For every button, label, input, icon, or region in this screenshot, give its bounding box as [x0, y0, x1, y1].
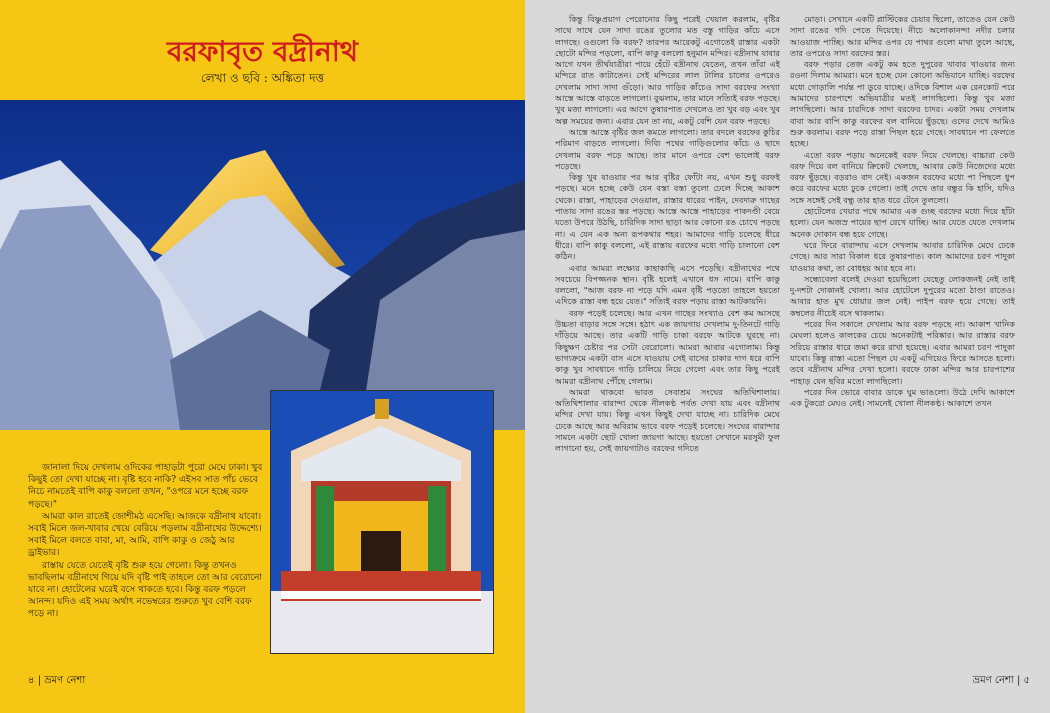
paragraph: পরের দিন সকালে দেখলাম আর বরফ পড়ছে না। আকাশ খানিক মেঘলা হলেও কালকের চেয়ে অনেকটাই পরিষ্কার। আর রাস্তার বরফ সরিয়ে রাস্তার ধারে জমা করে রাখা হয়েছে। এবার আমরা চরণ পাদুকা যাবো। কিন্তু রাস্তা এতো পিছল যে একটু এগিয়েও ফিরে আসতে হলো। তবে বদ্রীনাথ মন্দির দেখা হলো। বরফে ঢাকা মন্দির আর চারপাশের পাহাড় যেন ছবির মতো লাগছিলো। — [790, 319, 1015, 386]
paragraph: পরের দিন ভোরে বাবার ডাকে ঘুম ভাঙলো। উঠে দেখি আকাশে এক টুকরো মেঘও নেই। সামনেই খোলা নীলকণ্ঠ। আকাশে তখন — [790, 386, 1015, 409]
text-column-2 — [790, 14, 1015, 664]
paragraph: আমরা কাল রাতেই জোশীমঠ এসেছি। আজকে বদ্রীনাথ যাবো। সবাই মিলে জল-খাবার খেয়ে বেরিয়ে পড়লাম বদ্রীনাথের উদ্দেশ্যে। সবাই মিলে বলতে বাবা, মা, আমি, বাপি কাকু ও জেঠু আর ড্রাইভার। — [28, 511, 262, 559]
article-title: বরফাবৃত বদ্রীনাথ — [166, 35, 359, 68]
paragraph: হোটেলের খেয়ার পথে আমার এক গুচ্ছ বরফের মধ্যে দিয়ে হাঁটা হলো। যেন অজস্র পায়ের ছাপ রেখে যাচ্ছি। আর যেতে যেতে দেখলাম অনেক দোকান বন্ধ হয়ে গেছে। — [790, 206, 1015, 239]
paragraph: কিন্তু বিষ্ণুপ্রয়াগ পেরোনোর কিছু পরেই খেয়াল করলাম, বৃষ্টির সাথে সাথে যেন সাদা রঙের তুলোর মত বস্তু গাড়ির কাঁচে এসে লাগছে। ওগুলো কি বরফ? তারপর আরেকটু এগোতেই রাস্তার একটা ছোটো মন্দির পড়লো, বাপি কাকু বললো হনুমান মন্দির। বদ্রীনাথ যাবার আগে যখন তীর্থযাত্রীরা পায়ে হেঁটে বদ্রীনাথ যেতেন, তখন তাঁরা এই মন্দিরে রাত কাটাতেন। সেই মন্দিরের লাল টালির চালের ওপরেও দেখলাম সাদা সাদা গুঁড়ো। আর গাড়ির কাঁচেও সাদা বরফের সংখ্যা আস্তে আস্তে বাড়তে লাগলো। বুঝলাম, তার মানে সত্যিই বরফ পড়ছে। খুব মজা লাগলো। এর আগে তুষারপাত দেখলেও তা খুব বড় এবং খুব অল্প সময়ের জন্য। এবার যেন তা নয়, একটু বেশি যেন বরফ পড়ছে। — [555, 14, 780, 126]
magazine-name: ভ্রমণ নেশা — [44, 675, 86, 686]
right-page-footer — [973, 673, 1030, 690]
temple-photo — [270, 390, 494, 654]
magazine-name: ভ্রমণ নেশা — [972, 675, 1014, 686]
left-body-text — [28, 462, 263, 621]
paragraph: কিন্তু খুব যাওয়ার পর আর বৃষ্টির ফোঁটা নয়, এখন শুধু বরফই পড়ছে। মনে হচ্ছে কেউ যেন বস্তা বস্তা তুলো ঢেলে দিচ্ছে আকাশ থেকে। রাস্তা, পাহাড়ের দেওয়াল, রাস্তার ধারের পাইন, দেবদারু গাছের পাতায় সাদা রঙের স্তর পড়ছে। আস্তে আস্তে পাহাড়ের পাকদণ্ডী বেয়ে যতো উপরে উঠছি, চারিদিক সাদা ছাড়া আর কোনো রঙ চোখে পড়ছে না। এ যেন এক অন্য রূপকথার শহর। আমাদের গাড়ি চলেছে ধীরে ধীরে। বাপি কাকু বললো, এই রাস্তায় বরফের মধ্যে গাড়ি চালানো বেশ কঠিন। — [555, 172, 780, 262]
page-number: ৪ — [28, 675, 35, 686]
right-page — [525, 0, 1050, 713]
paragraph: বরফ পড়ার তেজ একটু কম হতে দুপুরের খাবার খাওয়ার জন্য রওনা দিলাম আমরা। মনে হচ্ছে যেন কোনো অভিযানে যাচ্ছি। বরফের মধ্যে গোড়ালি পর্যন্ত পা ডুবে যাচ্ছে। ওদিকে বিশাল এক রেনকোট পরে আমাদের চারপাশে অভিযাত্রীর মতই লাগছিলো। কিন্তু খুব মজা লাগছিলো। আর চারদিকে সাদা বরফের চাদর। একটা সময় দেখলাম বাবা আর বাপি কাকু বরফের বল বানিয়ে ছুঁড়ছে। ওদের দেখে আমিও শুরু করলাম। বরফ পড়ে রাস্তা পিছল হয়ে গেছে। সাবধানে পা ফেলতে হচ্ছে। — [790, 59, 1015, 149]
paragraph: ঘরে ফিরে বারান্দায় এসে দেখলাম আবার চারিদিক মেঘে ঢেকে গেছে। আর সারা বিকাল ধরে তুষারপাত। কাল আমাদের চরণ পাদুকা যাওয়ার কথা, তা বোধহয় আর হবে না। — [790, 239, 1015, 273]
paragraph: রাস্তায় যেতে যেতেই বৃষ্টি শুরু হয়ে গেলো। কিন্তু তখনও ভাবছিলাম বদ্রীনাথে গিয়ে যদি বৃষ্টি পাই তাহলে তো আর বেরোনো যাবে না। হোটেলের ঘরেই বসে থাকতে হবে। কিন্তু বরফ পড়লে আনন্দ। যদিও এই সময় অর্থাৎ নভেম্বরের শুরুতে খুব বেশি বরফ পড়ে না। — [28, 560, 262, 620]
paragraph: জানালা দিয়ে দেখলাম ওদিকের পাহাড়টা পুরো মেঘে ঢাকা। খুব কিছুই তো দেখা যাচ্ছে না। বৃষ্টি হবে নাকি? এইসব সাত পাঁচ ভেবে নিচে নামতেই বাপি কাকু বললো তখন, "ওপরে মনে হচ্ছে বরফ পড়ছে।" — [28, 463, 263, 510]
left-page-footer — [28, 673, 85, 690]
paragraph: এবার আমরা লক্ষ্যের কাছাকাছি এসে পড়েছি। বদ্রীনাথের পথে সবচেয়ে বিপজ্জনক স্থান। বৃষ্টি হলেই এখানে ধস নামে। বাপি কাকু বললো, "আজ বরফ না পড়ে যদি এমন বৃষ্টি পড়তো তাহলে হয়তো এদিকে রাস্তা বন্ধ হয়ে যেত।" সত্যিই বরফ পড়ায় রাস্তা আটকায়নি। — [555, 262, 780, 307]
paragraph: আস্তে আস্তে বৃষ্টির জল কমতে লাগলো। তার বদলে বরফের কুচির পরিমাণ বাড়তে লাগলো। দিব্যি পথের গাড়িগুলোর কাঁচে ও ছাদে দেখলাম বরফ পড়ে আছে। তার মানে ওপরে বেশ ভালোই বরফ পড়েছে। — [555, 126, 780, 171]
mountain-photo — [0, 100, 525, 430]
page-number: ৫ — [1023, 675, 1030, 686]
paragraph: বরফ পড়েই চলেছে। আর এখন গাছের সংখ্যাও বেশ কম আসছে উচ্চতা বাড়ার সঙ্গে সঙ্গে। হঠাৎ এক জায়গায় দেখলাম দু-তিনটে গাড়ি দাঁড়িয়ে আছে। তার একটি গাড়ি চাকা বরফে আটকে ঘুরছে না। কিছুক্ষণ চেষ্টার পর সেটা বেরোলো। আমরা আবার এগোলাম। কিন্তু ভাগ্যক্রমে একটা বাস এসে যাওয়ায় সেই বাসের চাকার দাগ ধরে বাপি কাকু খুব সাবধানে গাড়ি চালিয়ে নিয়ে গেলো এবং তার কিছু পরেই আমরা বদ্রীনাথ পৌঁছে গেলাম। — [555, 307, 780, 386]
paragraph: সন্ধ্যেবেলা বলেই দেওয়া হয়েছিলো যেহেতু লোকজনই নেই তাই দু-দশটা দোকানই খোলা। আর হোটেলে দুপুরের মতো ঠাণ্ডা রাতেও। আবার হাত মুখ ধোয়ার জল নেই। পাইপ বরফ হয়ে গেছে। তাই কম্বলের নীচেই বসে থাকলাম। — [790, 273, 1015, 318]
text-column-1 — [555, 14, 780, 664]
separator: | — [37, 675, 42, 686]
paragraph: মোড়া। সেখানে একটি প্লাস্টিকের চেয়ার ছিলো, তাতেও যেন কেউ সাদা রঙের গদি পেতে দিয়েছে। নীচে অলোকানন্দা নদীর চলার আওয়াজ পাচ্ছি। আর মন্দির ওপর যে পাথর গুলো মাথা তুলে আছে, তার ওপরেও সাদা বরফের স্তর। — [790, 14, 1015, 58]
separator: | — [1016, 675, 1021, 686]
article-byline: লেখা ও ছবি : অঙ্কিতা দত্ত — [200, 71, 325, 85]
paragraph: এতো বরফ পড়ায় অনেকেই বরফ নিয়ে খেলছে। বাচ্চারা কেউ বরফ দিয়ে বল বানিয়ে ক্রিকেট খেলছে, আবার কেউ নিজেদের মধ্যে বরফ ছুঁড়ছে। বড়রাও বাদ নেই। একজন বরফের মধ্যে পা পিছলে ধুপ করে বরফের মধ্যে ঢুকে গেলো। তাই দেখে তার বন্ধুর কি হাসি, যদিও সঙ্গে সঙ্গেই সেই বন্ধু তার হাত ধরে টেনে তুললো। — [790, 149, 1015, 205]
paragraph: আমরা থাকবো ভারত সেবাশ্রম সংঘের অতিথিশালায়। অতিথিশালার বারান্দা থেকে নীলকণ্ঠ পর্বত দেখা যায় এবং বদ্রীনাথ মন্দির দেখা যায়। কিন্তু এখন কিছুই দেখা যাচ্ছে না। চারিদিক মেঘে ঢেকে আছে আর অবিরাম ভাবে বরফ পড়েই চলেছে। সংঘের বারান্দার সামনে একটা ছোট খোলা জায়গা আছে। হয়তো সেখানে মরসুমী ফুল লাগানো হয়, সেই জায়গাটাও বরফের গদিতে — [555, 386, 780, 454]
